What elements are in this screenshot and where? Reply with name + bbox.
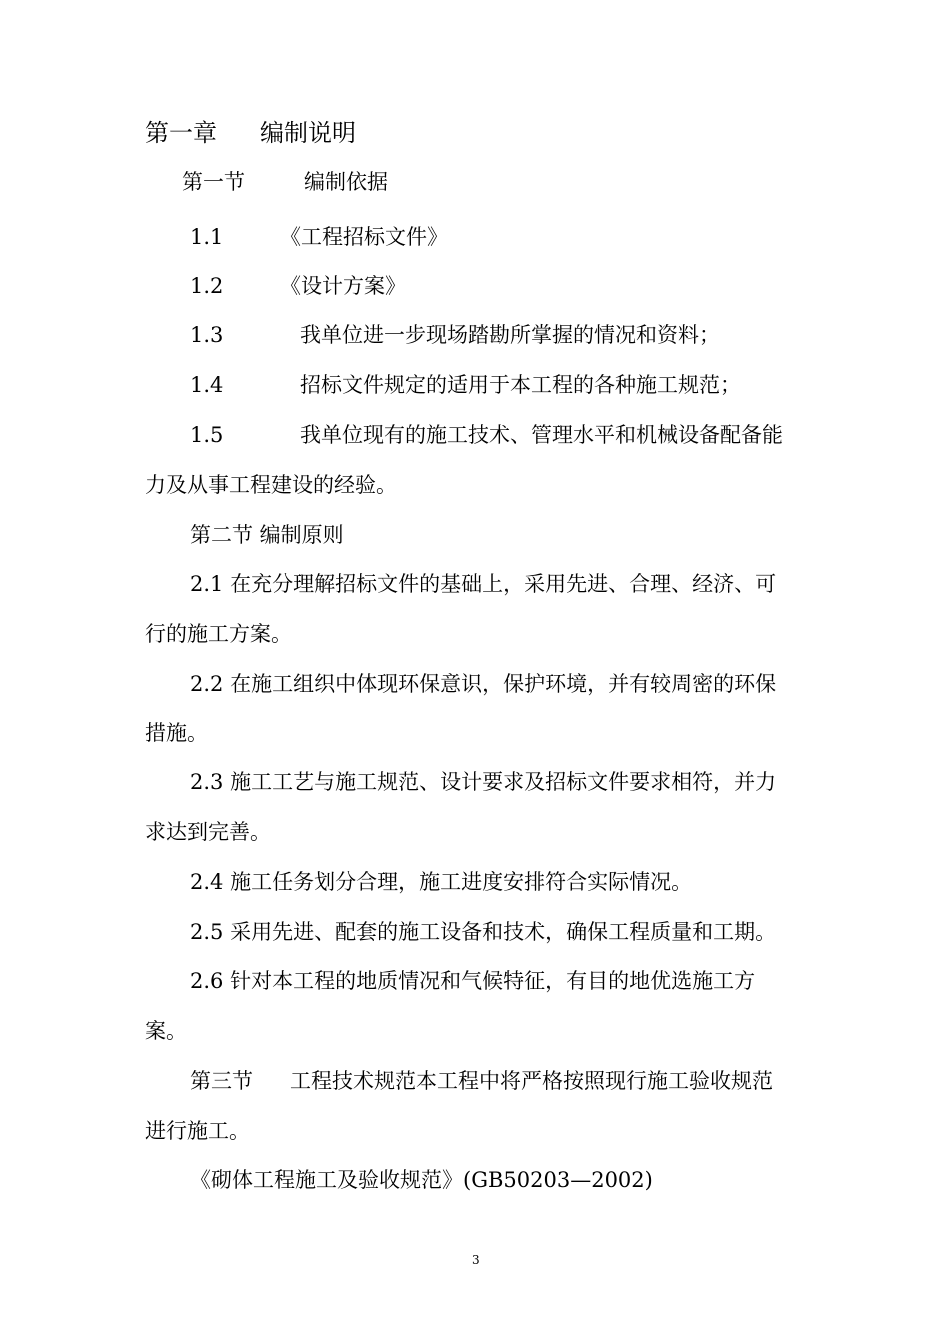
principle-line-continuation: 案。 [145,1019,187,1043]
principle-line: 2.2 在施工组织中体现环保意识，保护环境，并有较周密的环保 [190,672,777,696]
item-text: 我单位现有的施工技术、管理水平和机械设备配备能 [300,423,783,447]
list-item-continuation: 力及从事工程建设的经验。 [145,473,397,497]
list-item [190,420,810,450]
list-item [190,320,810,350]
principle-line: 2.3 施工工艺与施工规范、设计要求及招标文件要求相符，并力 [190,770,777,794]
standard-reference: 《砌体工程施工及验收规范》(GB50203—2002) [190,1168,653,1192]
page-number: 3 [472,1253,480,1267]
principle-line: 2.4 施工任务划分合理，施工进度安排符合实际情况。 [190,870,693,894]
item-text: 招标文件规定的适用于本工程的各种施工规范； [300,373,741,397]
section1-label: 第一节 [182,170,245,194]
section1-heading [182,167,388,197]
principle-line-continuation: 措施。 [145,721,208,745]
item-text: 《设计方案》 [280,274,406,298]
chapter-title: 编制说明 [260,119,356,147]
principle-line-continuation: 求达到完善。 [145,820,271,844]
section3-continuation: 进行施工。 [145,1119,250,1143]
section3-text: 工程技术规范本工程中将严格按照现行施工验收规范 [290,1069,773,1093]
chapter-heading [145,117,356,149]
item-number: 1.4 [190,373,224,397]
item-number: 1.1 [190,225,224,249]
item-number: 1.5 [190,423,224,447]
principle-line: 2.6 针对本工程的地质情况和气候特征，有目的地优选施工方 [190,969,756,993]
chapter-label: 第一章 [145,119,217,147]
section2-heading: 第二节 编制原则 [190,523,344,547]
principle-line: 2.1 在充分理解招标文件的基础上，采用先进、合理、经济、可 [190,572,777,596]
list-item [190,370,810,400]
item-number: 1.2 [190,274,224,298]
item-number: 1.3 [190,323,224,347]
list-item [190,222,810,252]
principle-line: 2.5 采用先进、配套的施工设备和技术，确保工程质量和工期。 [190,920,777,944]
section3-label: 第三节 [190,1069,253,1093]
section3-heading [190,1066,773,1096]
list-item [190,271,810,301]
principle-line-continuation: 行的施工方案。 [145,622,292,646]
item-text: 我单位进一步现场踏勘所掌握的情况和资料； [300,323,720,347]
item-text: 《工程招标文件》 [280,225,448,249]
section1-title: 编制依据 [304,170,388,194]
